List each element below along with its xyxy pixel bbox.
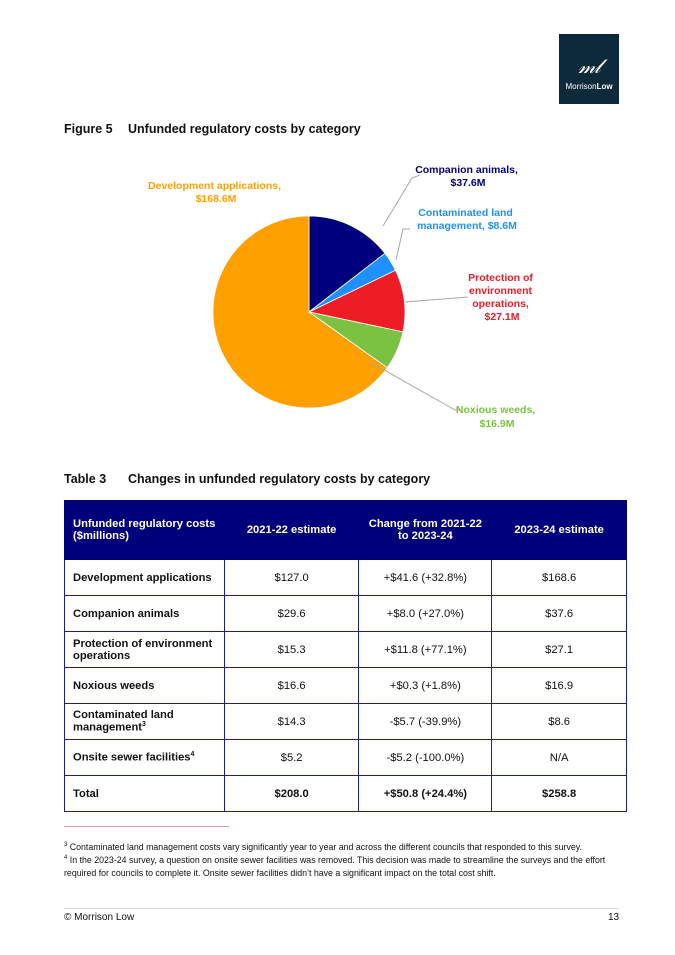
row-2023-24: $168.6 [492, 560, 627, 596]
table-row [65, 596, 627, 632]
row-2021-22: $14.3 [224, 704, 359, 740]
row-change: +$0.3 (+1.8%) [359, 668, 492, 704]
leader-contaminated [396, 229, 410, 260]
leader-companion [383, 175, 420, 226]
footnote-4: $^4$ In the 2023-24 survey, a question on onsite sewer facilities was removed. This decision was made to streamline the surveys and the effort required for councils to complete it. Onsite sewer facilities didn’t have a significant impact on the total cost shift. [64, 854, 606, 878]
table-row [65, 560, 627, 596]
row-category: Protection of environment operations [65, 632, 225, 668]
logo-wordmark: MorrisonLow [565, 82, 613, 91]
label-development-applications: Development applications, $168.6M [148, 180, 282, 205]
header-category: Unfunded regulatory costs ($millions) [65, 501, 225, 560]
leader-noxious [370, 362, 460, 410]
table-row [65, 740, 627, 776]
footer-page-number: 13 [608, 912, 620, 923]
row-2021-22: $5.2 [224, 740, 359, 776]
figure-title: Unfunded regulatory costs by category [128, 122, 361, 136]
row-category: Development applications [65, 560, 225, 596]
row-2023-24: $16.9 [492, 668, 627, 704]
row-2023-24: $8.6 [492, 704, 627, 740]
figure-number: Figure 5 [64, 122, 113, 136]
logo-mark: 𝓂𝓁 [578, 54, 600, 78]
row-2021-22: $29.6 [224, 596, 359, 632]
row-change: +$8.0 (+27.0%) [359, 596, 492, 632]
table-total-row [65, 776, 627, 812]
row-change: +$41.6 (+32.8%) [359, 560, 492, 596]
total-label: Total [65, 776, 225, 812]
row-2021-22: $16.6 [224, 668, 359, 704]
label-companion-animals: Companion animals, $37.6M [415, 164, 518, 189]
label-noxious-weeds: Noxious weeds, $16.9M [455, 404, 536, 430]
footnote-divider [64, 826, 229, 827]
row-change: +$11.8 (+77.1%) [359, 632, 492, 668]
table-row [65, 704, 627, 740]
total-2023-24: $258.8 [492, 776, 627, 812]
leader-protection [405, 297, 468, 302]
footer-divider [64, 908, 619, 909]
row-category: Contaminated land management$^3$ [65, 704, 225, 740]
table-row [65, 632, 627, 668]
footer-copyright: © Morrison Low [64, 912, 135, 923]
row-change: -$5.7 (-39.9%) [359, 704, 492, 740]
table-caption [64, 472, 430, 486]
table-row [65, 668, 627, 704]
row-2023-24: $27.1 [492, 632, 627, 668]
total-2021-22: $208.0 [224, 776, 359, 812]
row-change: -$5.2 (-100.0%) [359, 740, 492, 776]
header-2023-24: 2023-24 estimate [492, 501, 627, 560]
total-change: +$50.8 (+24.4%) [359, 776, 492, 812]
header-2021-22: 2021-22 estimate [224, 501, 359, 560]
table-header-row [65, 501, 627, 560]
label-contaminated-land: Contaminated land management, $8.6M [417, 207, 517, 232]
row-category: Onsite sewer facilities$^4$ [65, 740, 225, 776]
row-category: Noxious weeds [65, 668, 225, 704]
table-title: Changes in unfunded regulatory costs by category [128, 472, 431, 486]
row-2023-24: $37.6 [492, 596, 627, 632]
table-number: Table 3 [64, 472, 107, 486]
row-2021-22: $15.3 [224, 632, 359, 668]
label-protection-environment: Protection of environment operations, $27.1M [468, 272, 533, 323]
footnote-3: $^3$ Contaminated land management costs vary significantly year to year and across the different councils that responded to this survey. [64, 841, 582, 852]
pie-chart [0, 0, 675, 450]
row-2023-24: N/A [492, 740, 627, 776]
header-change: Change from 2021-22 to 2023-24 [359, 501, 492, 560]
cost-changes-table [64, 500, 627, 812]
row-category: Companion animals [65, 596, 225, 632]
row-2021-22: $127.0 [224, 560, 359, 596]
